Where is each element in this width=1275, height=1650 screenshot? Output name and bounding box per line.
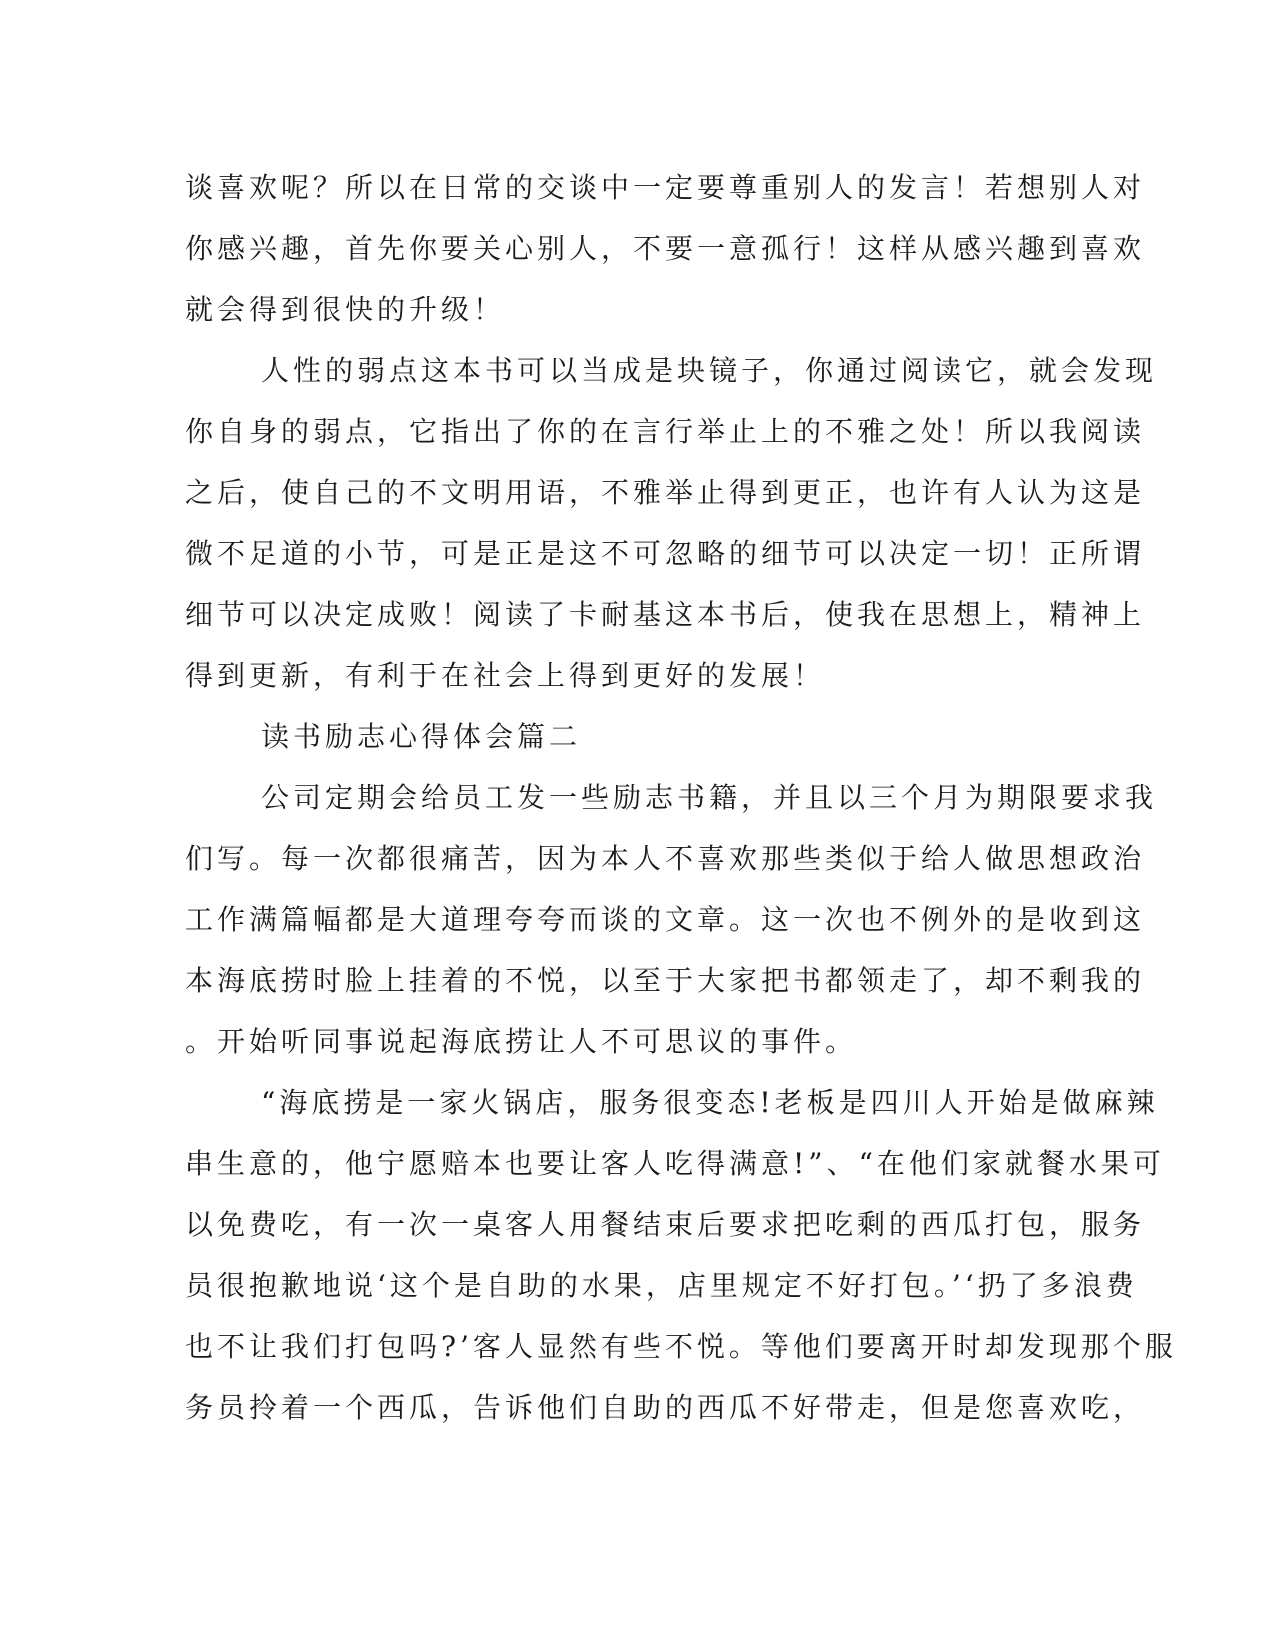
text-line: 人性的弱点这本书可以当成是块镜子，你通过阅读它，就会发现	[261, 354, 1158, 387]
text-line: 得到更新，有利于在社会上得到更好的发展！	[185, 659, 826, 692]
text-line: 们写。每一次都很痛苦，因为本人不喜欢那些类似于给人做思想政治	[185, 842, 1146, 875]
paragraph	[185, 157, 1146, 340]
paragraph	[185, 1072, 1177, 1438]
text-line: 务员拎着一个西瓜，告诉他们自助的西瓜不好带走，但是您喜欢吃，	[185, 1391, 1146, 1424]
text-line: 本海底捞时脸上挂着的不悦，以至于大家把书都领走了，却不剩我的	[185, 964, 1146, 997]
text-line: 也不让我们打包吗?’客人显然有些不悦。等他们要离开时却发现那个服	[185, 1330, 1177, 1363]
text-line: 以免费吃，有一次一桌客人用餐结束后要求把吃剩的西瓜打包，服务	[185, 1208, 1146, 1241]
text-line: 员很抱歉地说‘这个是自助的水果，店里规定不好打包。’‘扔了多浪费	[185, 1269, 1138, 1302]
text-line: 你自身的弱点，它指出了你的在言行举止上的不雅之处！所以我阅读	[185, 415, 1146, 448]
text-line: 之后，使自己的不文明用语，不雅举止得到更正，也许有人认为这是	[185, 476, 1146, 509]
section-heading	[185, 706, 1085, 767]
text-line: “海底捞是一家火锅店，服务很变态!老板是四川人开始是做麻辣	[261, 1086, 1159, 1119]
text-line: 串生意的，他宁愿赔本也要让客人吃得满意!”、“在他们家就餐水果可	[185, 1147, 1165, 1180]
text-line: 谈喜欢呢？所以在日常的交谈中一定要尊重别人的发言！若想别人对	[185, 171, 1146, 204]
paragraph	[185, 340, 1158, 706]
text-line: 细节可以决定成败！阅读了卡耐基这本书后，使我在思想上，精神上	[185, 598, 1146, 631]
section-title: 读书励志心得体会篇二	[261, 720, 582, 753]
text-line: 微不足道的小节，可是正是这不可忽略的细节可以决定一切！正所谓	[185, 537, 1146, 570]
text-line: 工作满篇幅都是大道理夸夸而谈的文章。这一次也不例外的是收到这	[185, 903, 1146, 936]
text-line: 你感兴趣，首先你要关心别人，不要一意孤行！这样从感兴趣到喜欢	[185, 232, 1146, 265]
document-body	[185, 157, 1177, 1438]
text-line: 公司定期会给员工发一些励志书籍，并且以三个月为期限要求我	[261, 781, 1158, 814]
paragraph	[185, 767, 1158, 1072]
text-line: 就会得到很快的升级！	[185, 293, 506, 326]
text-line: 。开始听同事说起海底捞让人不可思议的事件。	[185, 1025, 858, 1058]
